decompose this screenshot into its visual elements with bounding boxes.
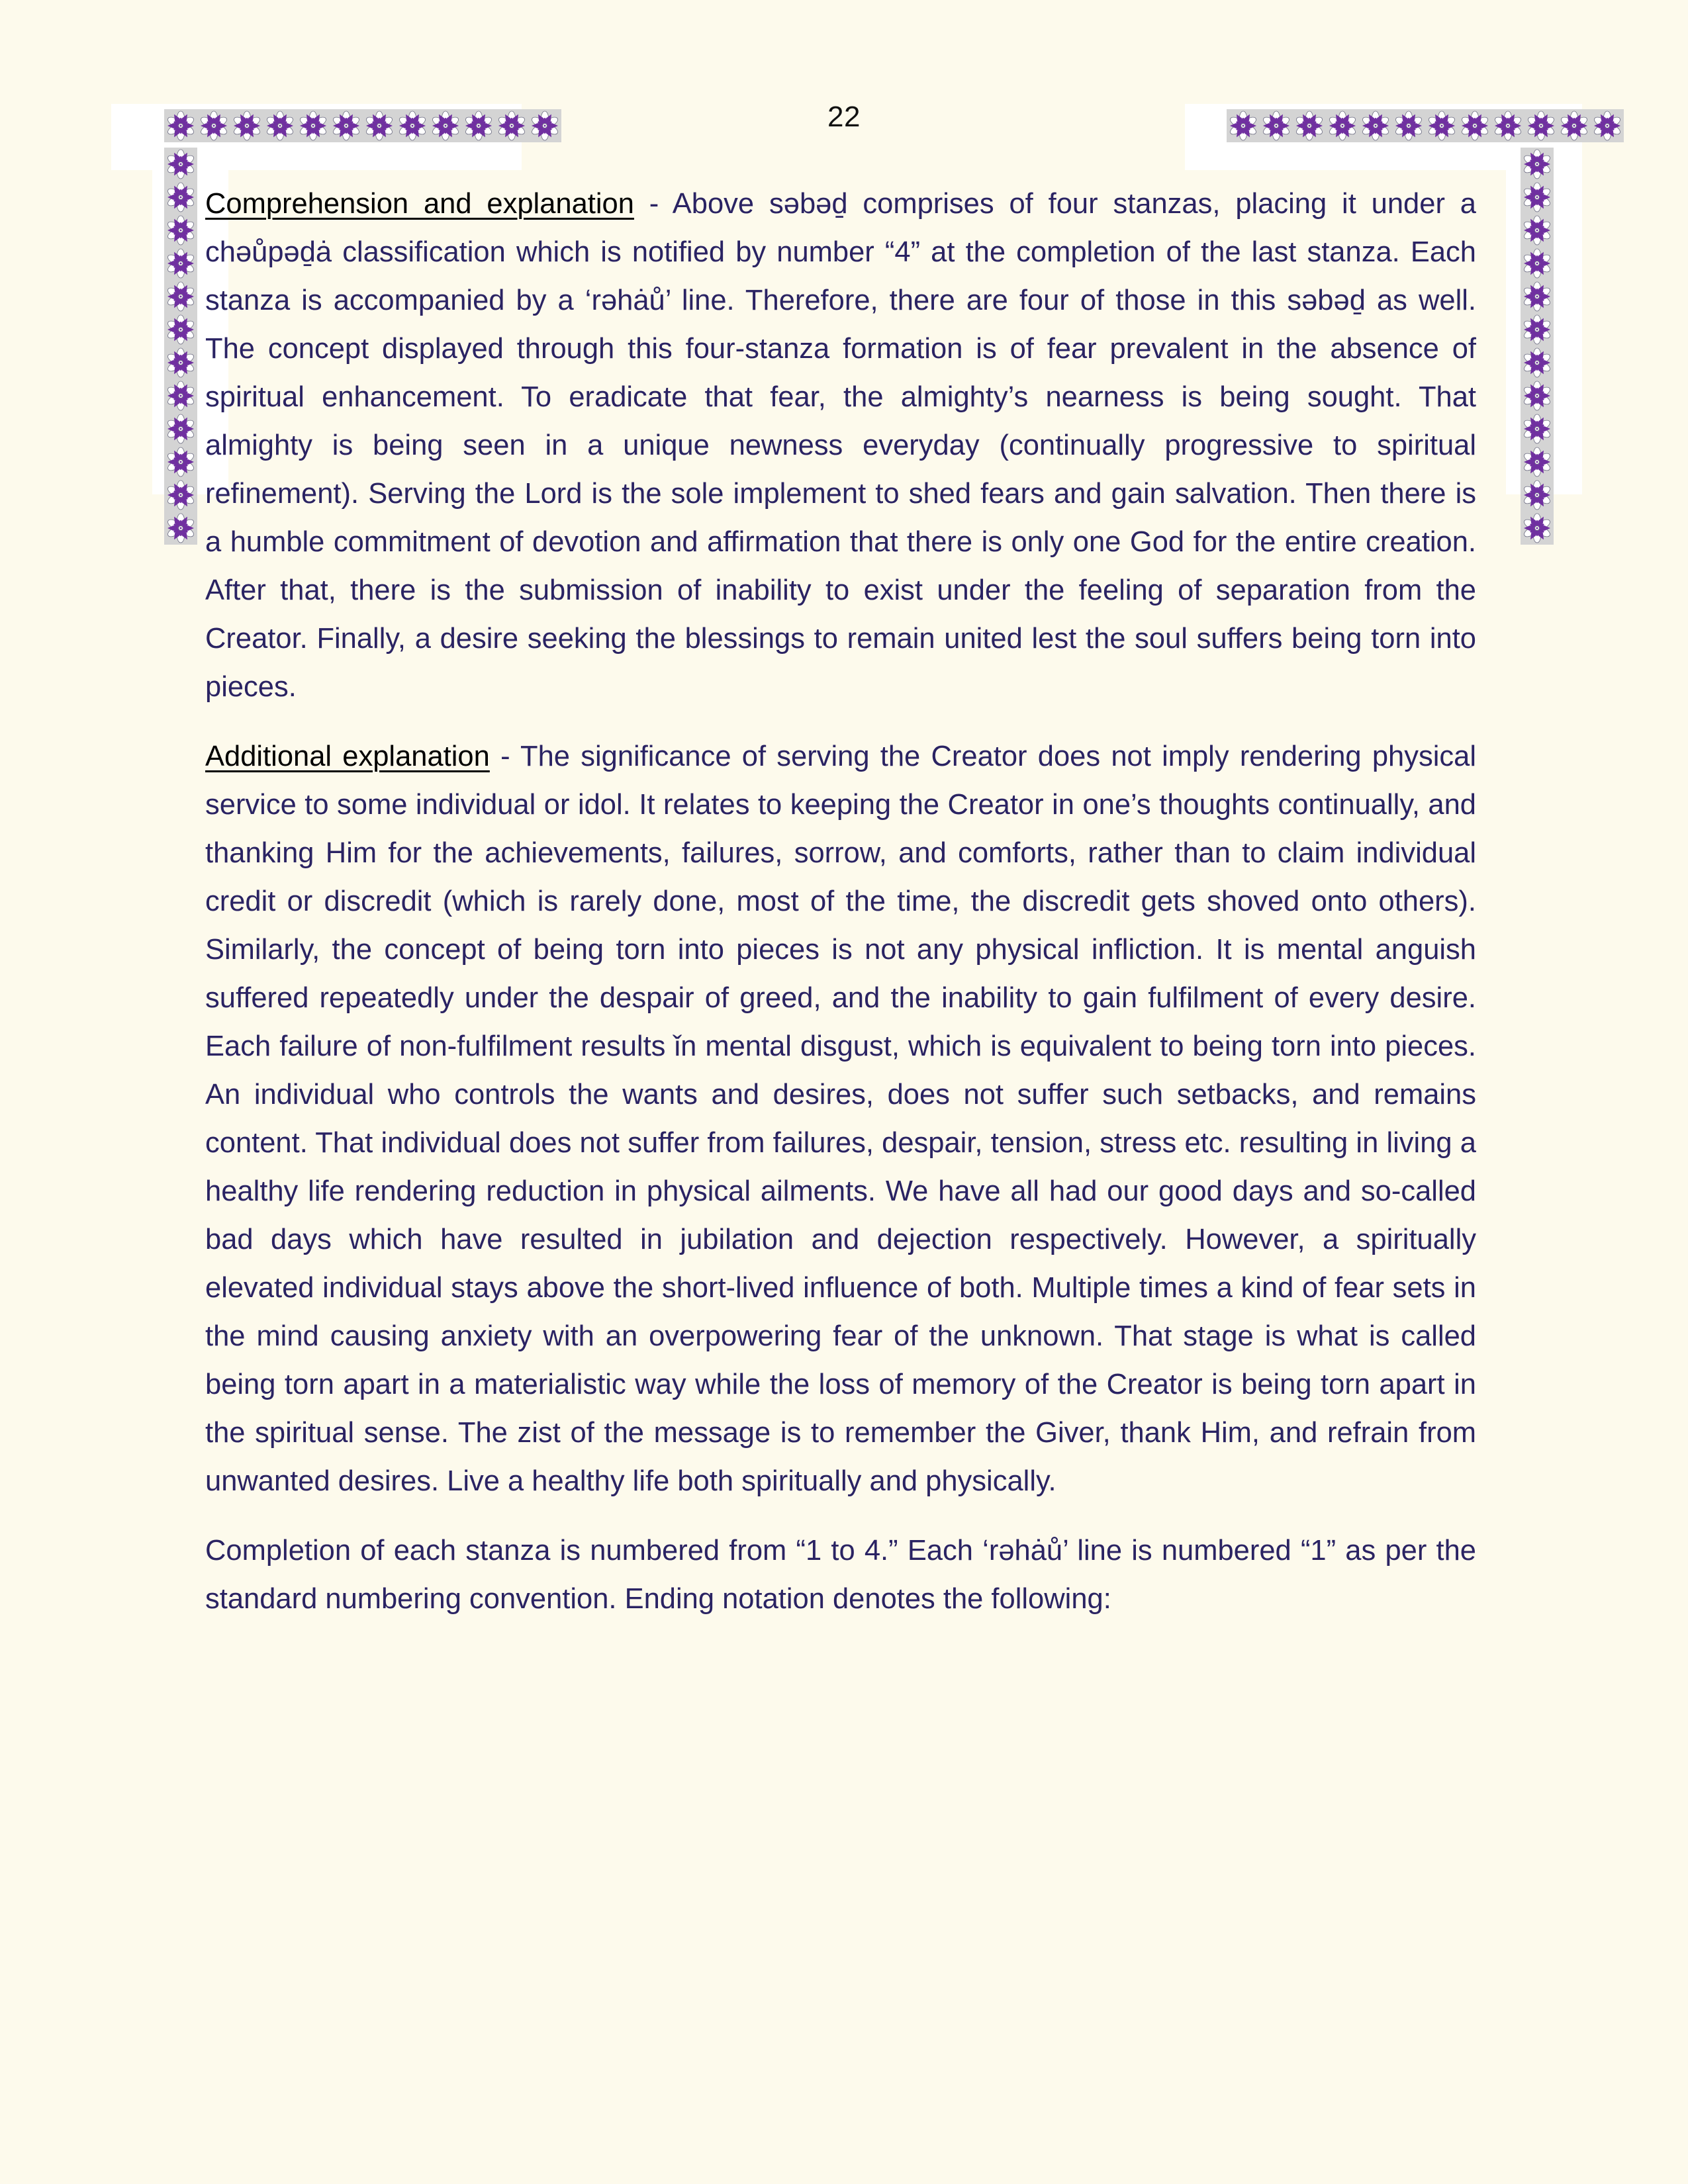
flower-ornament-icon (1521, 512, 1554, 545)
paragraph-additional (205, 733, 1476, 1506)
flower-ornament-icon (164, 445, 197, 478)
flower-ornament-icon (1521, 379, 1554, 412)
flower-ornament-icon (1521, 181, 1554, 214)
flower-ornament-icon (164, 478, 197, 512)
flower-ornament-icon (1521, 445, 1554, 478)
flower-ornament-icon (164, 512, 197, 545)
page-number: 22 (827, 101, 861, 133)
flower-ornament-icon (1521, 247, 1554, 280)
flower-ornament-icon (1521, 313, 1554, 346)
flower-ornament-icon (164, 148, 197, 181)
paragraph-lead-in: Additional explanation (205, 741, 490, 772)
paragraph-numbering (205, 1527, 1476, 1623)
flower-ornament-icon (1521, 478, 1554, 512)
flower-ornament-icon (164, 247, 197, 280)
paragraph-comprehension (205, 180, 1476, 711)
flower-ornament-icon (1521, 214, 1554, 247)
flower-ornament-icon (1521, 412, 1554, 445)
paragraph-text: Completion of each stanza is numbered from “1 to 4.” Each ‘rəhȧů’ line is numbered “1” as per the standard numbering convention. Ending notation denotes the following: (205, 1535, 1476, 1615)
flower-ornament-icon (164, 346, 197, 379)
flower-ornament-icon (164, 412, 197, 445)
flower-ornament-icon (164, 181, 197, 214)
ornament-strip-right (1521, 148, 1554, 545)
paragraph-separator: - (633, 188, 673, 220)
document-body (205, 180, 1476, 1623)
paragraph-text: The significance of serving the Creator does not imply rendering physical service to some individual or idol. It relates to keeping the Creator in one’s thoughts continually, and thanking Him for the achievements, failures, sorrow, and comforts, rather than to claim individual credit or discredit (which is rarely done, most of the time, the discredit gets shoved onto others). Similarly, the concept of being torn into pieces is not any physical infliction. It is mental anguish suffered repeatedly under the despair of greed, and the inability to gain fulfilment of every desire. Each failure of non-fulfilment results ǐn mental disgust, which is equivalent to being torn into pieces. An individual who controls the wants and desires, does not suffer such setbacks, and remains content. That individual does not suffer from failures, despair, tension, stress etc. resulting in living a healthy life rendering reduction in physical ailments. We have all had our good days and so-called bad days which have resulted in jubilation and dejection respectively. However, a spiritually elevated individual stays above the short-lived influence of both. Multiple times a kind of fear sets in the mind causing anxiety with an overpowering fear of the unknown. That stage is what is called being torn apart in a materialistic way while the loss of memory of the Creator is being torn apart in the spiritual sense. The zist of the message is to remember the Giver, thank Him, and refrain from unwanted desires. Live a healthy life both spiritually and physically. (205, 741, 1477, 1497)
flower-ornament-icon (1521, 280, 1554, 313)
paragraph-separator: - (489, 741, 521, 772)
paragraph-text: Above səbəḏ comprises of four stanzas, placing it under a chəůpəḏȧ classification which is notified by number “4” at the completion of the last stanza. Each stanza is accompanied by a ‘rəhȧů’ line. Therefore, there are four of those in this səbəḏ as well. The concept displayed through this four-stanza formation is of fear prevalent in the absence of spiritual enhancement. To eradicate that fear, the almighty’s nearness is being sought. That almighty is being seen in a unique newness everyday (continually progressive to spiritual refinement). Serving the Lord is the sole implement to shed fears and gain salvation. Then there is a humble commitment of devotion and affirmation that there is only one God for the entire creation. After that, there is the submission of inability to exist under the feeling of separation from the Creator. Finally, a desire seeking the blessings to remain united lest the soul suffers being torn into pieces. (205, 188, 1476, 703)
paragraph-lead-in: Comprehension and explanation (205, 188, 634, 220)
ornament-strip-left (164, 148, 197, 545)
flower-ornament-icon (164, 280, 197, 313)
flower-ornament-icon (164, 379, 197, 412)
flower-ornament-icon (1521, 148, 1554, 181)
flower-ornament-icon (164, 214, 197, 247)
flower-ornament-icon (1521, 346, 1554, 379)
flower-ornament-icon (164, 313, 197, 346)
